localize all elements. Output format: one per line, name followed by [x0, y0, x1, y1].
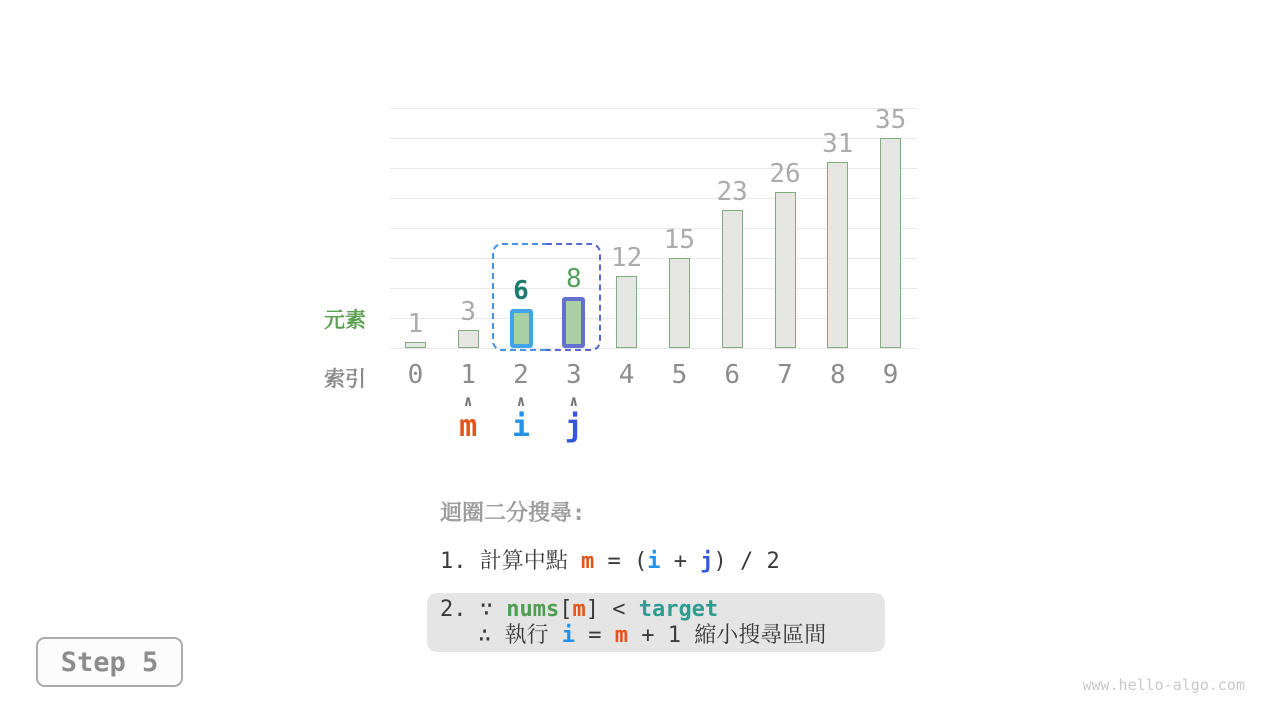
bar-value-label: 31 [822, 129, 854, 159]
bar-1 [458, 330, 479, 348]
plot-area [390, 105, 917, 348]
up-caret-icon: ∧ [516, 392, 526, 410]
up-caret-icon: ∧ [569, 392, 579, 410]
index-label-1: 1 [460, 360, 477, 390]
explanation-step1-line [440, 548, 780, 575]
bar-5 [669, 258, 690, 348]
token-i: i [647, 549, 661, 574]
element-axis-label: 元素 [324, 308, 366, 332]
bar-value-label: 15 [663, 225, 696, 255]
token-m: m [614, 623, 628, 648]
gridline [390, 108, 917, 109]
bar-value-label: 26 [769, 159, 801, 189]
bar-6 [722, 210, 743, 348]
index-label-9: 9 [882, 360, 899, 390]
index-label-8: 8 [829, 360, 846, 390]
explanation-step2-box [427, 593, 885, 652]
step2-condition-line [440, 597, 885, 623]
token-nums: nums [506, 597, 560, 622]
pointer-row [390, 393, 917, 449]
up-caret-icon: ∧ [463, 392, 473, 410]
token-plain: + [660, 549, 701, 574]
index-axis-label: 索引 [324, 367, 366, 391]
pointer-label-i: i [511, 409, 531, 444]
token-plain: ] < [585, 597, 639, 622]
token-plain: ) / 2 [713, 549, 780, 574]
token-plain: = ( [594, 549, 648, 574]
index-label-2: 2 [513, 360, 529, 390]
pointer-label-m: m [459, 409, 478, 444]
index-label-4: 4 [618, 360, 635, 390]
watermark: www.hello-algo.com [1082, 676, 1245, 694]
token-m: m [572, 597, 586, 622]
index-label-6: 6 [724, 360, 741, 390]
token-m: m [580, 549, 595, 574]
index-label-0: 0 [407, 360, 424, 390]
token-plain: = [575, 623, 615, 648]
selection-left-half [492, 243, 546, 351]
pointer-label-j: j [564, 409, 583, 444]
selection-right-half [546, 243, 600, 351]
index-label-5: 5 [671, 360, 688, 390]
token-target: target [638, 597, 719, 622]
bar-8 [827, 162, 848, 348]
search-range-selection-box [492, 243, 601, 351]
token-plain: 2. ∵ [440, 597, 507, 622]
bar-value-label: 12 [610, 243, 643, 273]
bar-value-label: 1 [407, 309, 424, 339]
token-plain: + 1 縮小搜尋區間 [628, 623, 827, 648]
bar-value-label: 8 [565, 264, 582, 294]
explanation-heading: 迴圈二分搜尋: [440, 501, 586, 526]
step-badge-label: Step 5 [60, 646, 159, 678]
bar-9 [880, 138, 901, 348]
index-label-3: 3 [565, 360, 582, 390]
index-label-7: 7 [777, 360, 793, 390]
bar-0 [405, 342, 426, 348]
bar-4 [616, 276, 637, 348]
token-plain: ∴ 執行 [478, 623, 562, 648]
step2-action-line [440, 623, 885, 649]
bar-value-label: 35 [874, 105, 907, 135]
token-plain: 1. 計算中點 [440, 549, 581, 574]
bar-value-label: 6 [513, 276, 529, 306]
token-plain: [ [559, 597, 573, 622]
token-i: i [561, 623, 575, 648]
step-badge [36, 637, 183, 687]
token-j: j [700, 549, 714, 574]
bar-value-label: 23 [716, 177, 748, 207]
bar-7 [775, 192, 796, 348]
index-row [390, 362, 917, 390]
bar-value-label: 3 [460, 297, 477, 327]
